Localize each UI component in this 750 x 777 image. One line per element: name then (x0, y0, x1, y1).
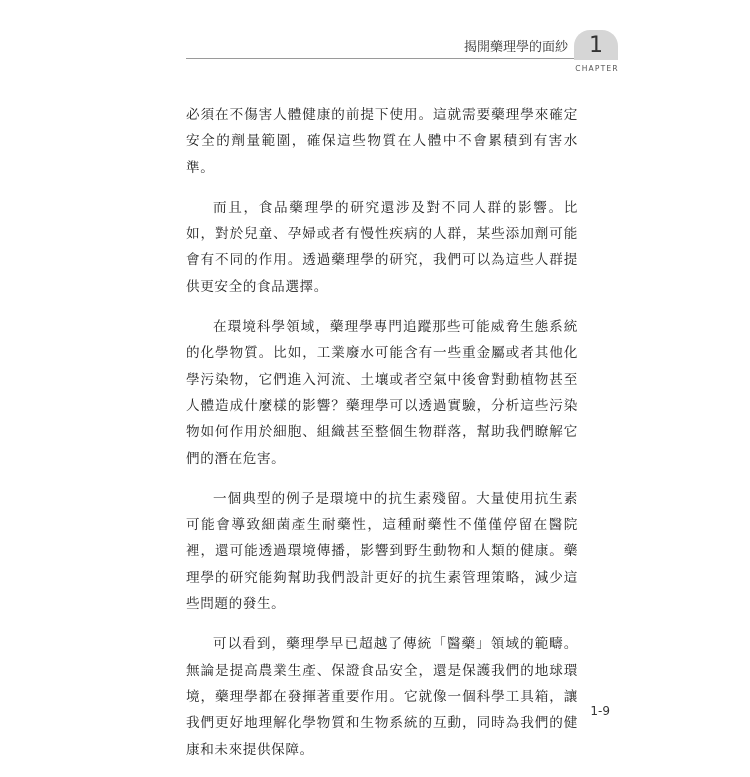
chapter-label: CHAPTER (575, 64, 619, 73)
header-rule (186, 58, 574, 59)
paragraph-1: 必須在不傷害人體健康的前提下使用。這就需要藥理學來確定安全的劑量範圍，確保這些物質在人體中不會累積到有害水準。 (186, 107, 578, 176)
paragraph-3: 在環境科學領域，藥理學專門追蹤那些可能威脅生態系統的化學物質。比如，工業廢水可能含有一些重金屬或者其他化學污染物，它們進入河流、土壤或者空氣中後會對動植物甚至人體造成什麼樣的影響？藥理學可以透過實驗，分析這些污染物如何作用於細胞、組織甚至整個生物群落，幫助我們瞭解它們的潛在危害。 (186, 319, 578, 467)
running-header-title: 揭開藥理學的面紗 (463, 40, 568, 55)
body-text (186, 102, 578, 777)
page-number: 1-9 (590, 704, 610, 718)
paragraph-4: 一個典型的例子是環境中的抗生素殘留。大量使用抗生素可能會導致細菌產生耐藥性，這種耐藥性不僅僅停留在醫院裡，還可能透過環境傳播，影響到野生動物和人類的健康。藥理學的研究能夠幫助我們設計更好的抗生素管理策略，減少這些問題的發生。 (186, 490, 578, 613)
paragraph-5: 可以看到，藥理學早已超越了傳統「醫藥」領域的範疇。無論是提高農業生產、保證食品安全，還是保護我們的地球環境，藥理學都在發揮著重要作用。它就像一個科學工具箱，讓我們更好地理解化學物質和生物系統的互動，同時為我們的健康和未來提供保障。 (186, 636, 578, 758)
paragraph-2: 而且，食品藥理學的研究還涉及對不同人群的影響。比如，對於兒童、孕婦或者有慢性疾病的人群，某些添加劑可能會有不同的作用。透過藥理學的研究，我們可以為這些人群提供更安全的食品選擇。 (186, 199, 578, 295)
chapter-number: 1 (589, 33, 603, 58)
